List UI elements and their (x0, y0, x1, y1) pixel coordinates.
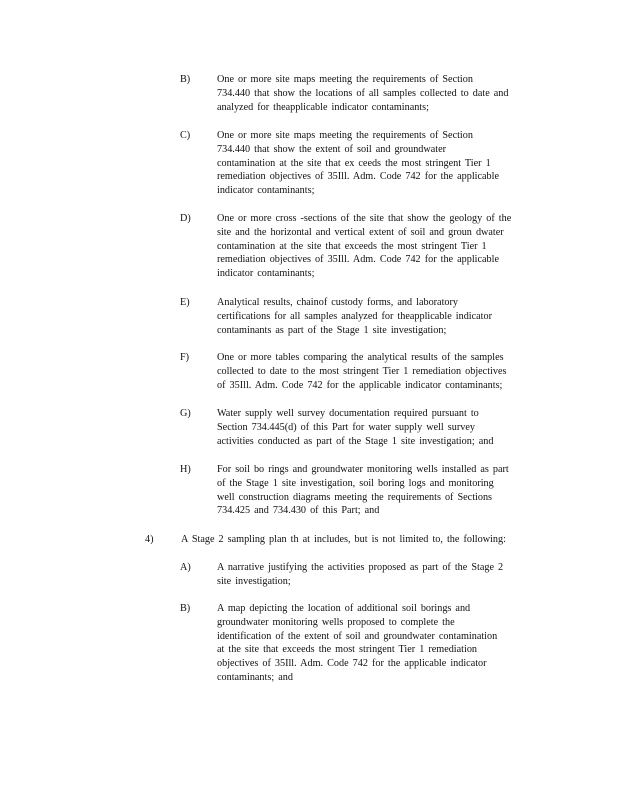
text-line: identification of the extent of soil and groundwater contamination (217, 630, 498, 642)
text-line: 734.440 that show the extent of soil and groundwater (217, 143, 447, 155)
text-line: site investigation; (217, 575, 291, 587)
text-line: A Stage 2 sampling plan th at includes, but is not limited to, the following: (181, 534, 506, 545)
item-text (217, 463, 543, 518)
text-line: contaminants as part of the Stage 1 site investigation; (217, 324, 447, 336)
text-line: One or more tables comparing the analytical results of the samples (217, 352, 504, 363)
item-text (217, 561, 543, 589)
text-line: activities conducted as part of the Stage 1 site investigation; and (217, 435, 494, 447)
text-line: remediation objectives of 35Ill. Adm. Code 742 for the applicable (217, 254, 499, 266)
text-line: Section 734.445(d) of this Part for water supply well survey (217, 421, 475, 433)
text-line: collected to date to the most stringent Tier 1 remediation objectives (217, 365, 507, 377)
text-line: well construction diagrams meeting the requirements of Sections (217, 491, 493, 503)
text-line: analyzed for theapplicable indicator contaminants; (217, 101, 429, 113)
text-line: of 35Ill. Adm. Code 742 for the applicable indicator contaminants; (217, 379, 503, 391)
text-line: at the site that exceeds the most stringent Tier 1 remediation (217, 644, 478, 656)
item-label: F) (180, 352, 190, 363)
text-line: groundwater monitoring wells proposed to complete the (217, 616, 455, 628)
text-line: One or more site maps meeting the requirements of Section (217, 130, 473, 141)
item-text (217, 212, 543, 281)
text-line: objectives of 35Ill. Adm. Code 742 for the applicable indicator (217, 658, 487, 670)
item-label: 4) (145, 534, 154, 545)
text-line: indicator contaminants; (217, 268, 315, 280)
text-line: site and the horizontal and vertical extent of soil and groun dwater (217, 226, 504, 238)
text-line: Analytical results, chainof custody forms, and laboratory (217, 297, 458, 308)
text-line: contamination at the site that ex ceeds the most stringent Tier 1 (217, 157, 491, 169)
item-text (217, 602, 543, 685)
text-line: Water supply well survey documentation required pursuant to (217, 408, 479, 419)
text-line: A narrative justifying the activities proposed as part of the Stage 2 (217, 562, 504, 573)
item-text (217, 351, 543, 392)
text-line: contamination at the site that exceeds the most stringent Tier 1 (217, 240, 487, 252)
item-label: E) (180, 297, 190, 308)
item-text (217, 407, 543, 448)
item-text (181, 533, 541, 547)
item-text (217, 73, 543, 114)
text-line: One or more site maps meeting the requirements of Section (217, 74, 473, 85)
item-label: H) (180, 464, 191, 475)
item-text (217, 296, 543, 337)
text-line: A map depicting the location of additional soil borings and (217, 603, 471, 614)
text-line: One or more cross -sections of the site that show the geology of the (217, 213, 512, 224)
text-line: 734.440 that show the locations of all samples collected to date and (217, 87, 509, 99)
text-line: certifications for all samples analyzed for theapplicable indicator (217, 310, 492, 322)
text-line: remediation objectives of 35Ill. Adm. Code 742 for the applicable (217, 171, 499, 183)
text-line: of the Stage 1 site investigation, soil boring logs and monitoring (217, 477, 494, 489)
item-label: C) (180, 130, 191, 141)
text-line: For soil bo rings and groundwater monitoring wells installed as part (217, 464, 509, 475)
item-label: D) (180, 213, 191, 224)
text-line: indicator contaminants; (217, 185, 315, 197)
text-line: contaminants; and (217, 671, 293, 683)
text-line: 734.425 and 734.430 of this Part; and (217, 505, 380, 517)
item-label: B) (180, 74, 191, 85)
item-label: G) (180, 408, 191, 419)
item-label: A) (180, 562, 191, 573)
item-text (217, 129, 543, 198)
item-label: B) (180, 603, 191, 614)
